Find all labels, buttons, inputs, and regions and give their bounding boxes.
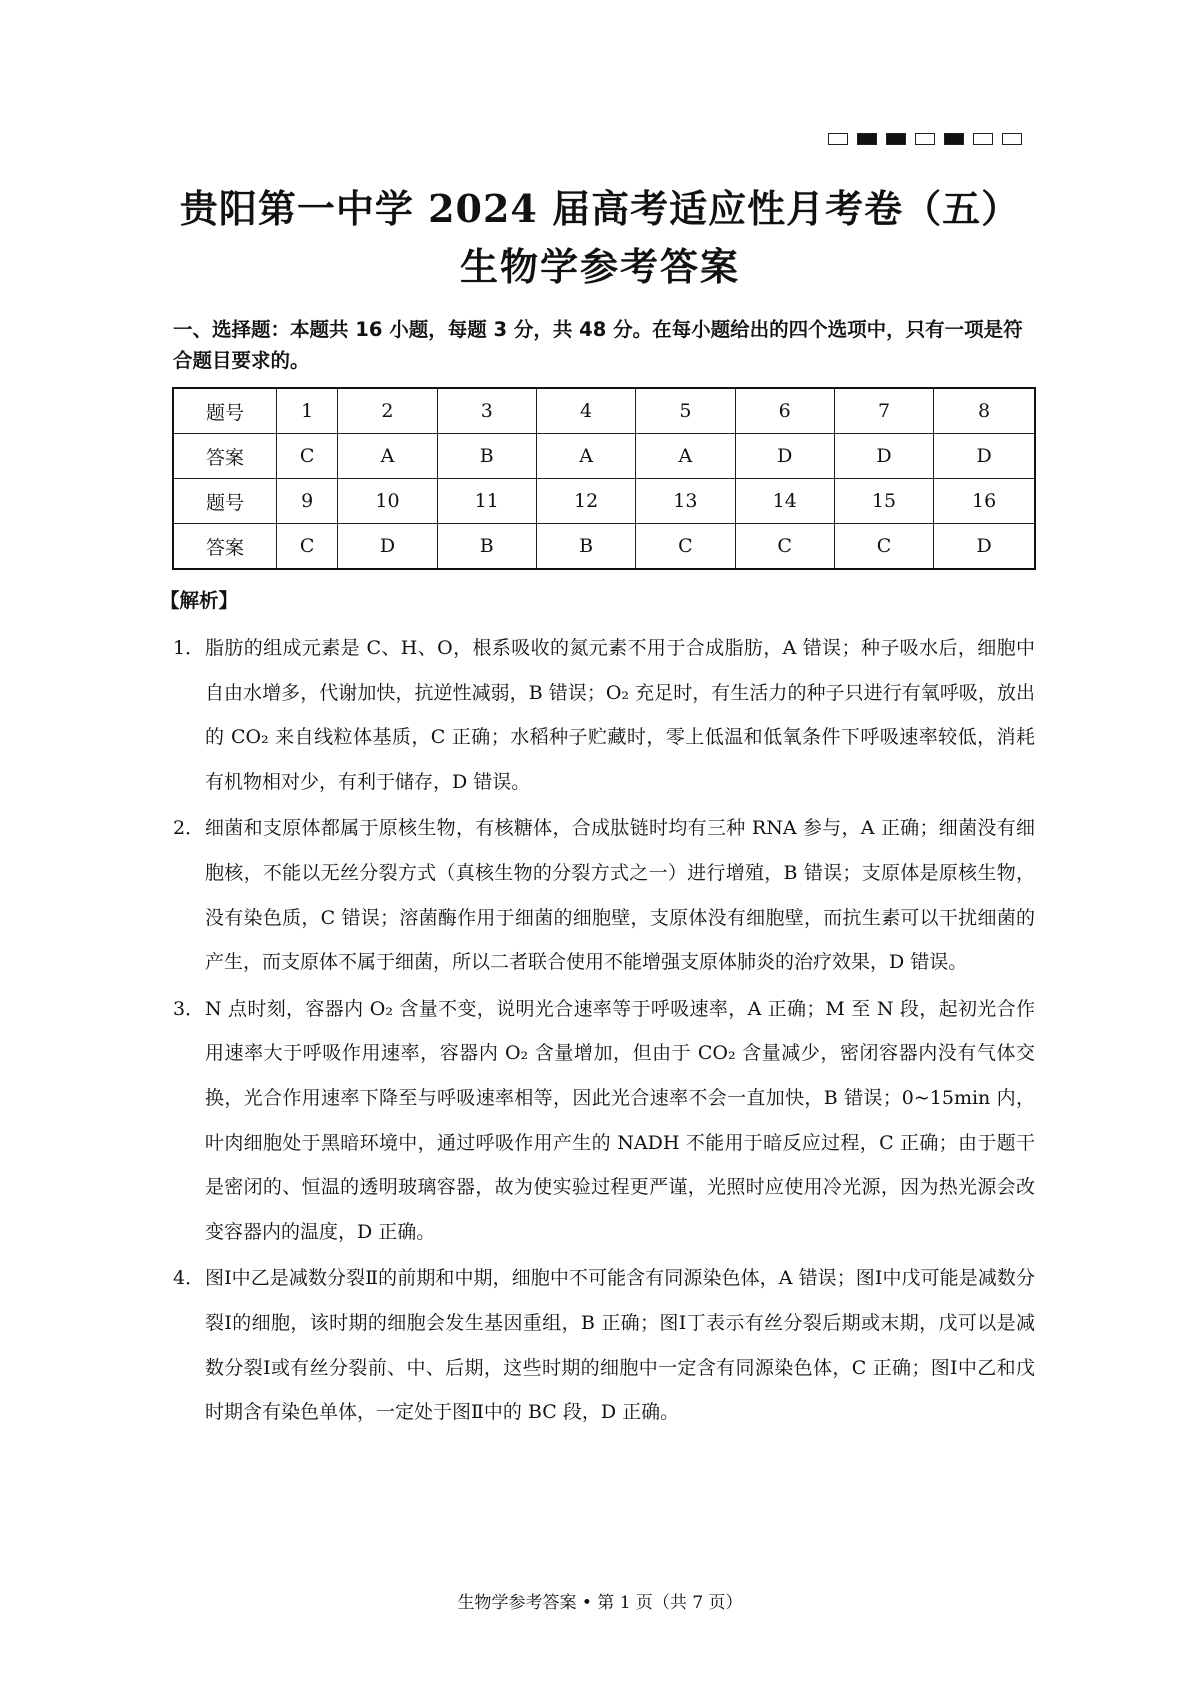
explanation-item <box>173 1256 1035 1434</box>
explanation-list <box>173 626 1035 1437</box>
answer-cell: C <box>277 434 338 479</box>
mark-square <box>828 133 848 145</box>
question-number-cell: 2 <box>338 388 437 434</box>
row-label-answer: 答案 <box>173 524 277 570</box>
table-row <box>173 524 1035 570</box>
answer-cell: A <box>536 434 635 479</box>
mark-square <box>973 133 993 145</box>
question-number-cell: 12 <box>536 479 635 524</box>
explanation-text: 脂肪的组成元素是 C、H、O，根系吸收的氮元素不用于合成脂肪，A 错误；种子吸水后，细胞中自由水增多，代谢加快，抗逆性减弱，B 错误；O₂ 充足时，有生活力的种子只进行有氧呼吸，放出的 CO₂ 来自线粒体基质，C 正确；水稻种子贮藏时，零上低温和低氧条件下呼吸速率较低，消耗有机物相对少，有利于储存，D 错误。 <box>205 637 1035 793</box>
explanation-number: 4． <box>173 1267 205 1290</box>
question-number-cell: 11 <box>437 479 536 524</box>
header-marks <box>828 133 1022 145</box>
answer-cell: D <box>934 434 1035 479</box>
question-number-cell: 13 <box>636 479 735 524</box>
section-heading: 一、选择题：本题共 16 小题，每题 3 分，共 48 分。在每小题给出的四个选项中，只有一项是符合题目要求的。 <box>173 318 1023 372</box>
question-number-cell: 7 <box>834 388 933 434</box>
explanation-text: 细菌和支原体都属于原核生物，有核糖体，合成肽链时均有三种 RNA 参与，A 正确；细菌没有细胞核，不能以无丝分裂方式（真核生物的分裂方式之一）进行增殖，B 错误；支原体是原核生物，没有染色质，C 错误；溶菌酶作用于细菌的细胞壁，支原体没有细胞壁，而抗生素可以干扰细菌的产生，而支原体不属于细菌，所以二者联合使用不能增强支原体肺炎的治疗效果，D 错误。 <box>205 817 1035 974</box>
row-label-question: 题号 <box>173 388 277 434</box>
explanation-number: 2． <box>173 817 205 840</box>
explanation-item <box>173 806 1035 984</box>
mark-square <box>1002 133 1022 145</box>
answer-cell: C <box>735 524 834 570</box>
question-number-cell: 5 <box>636 388 735 434</box>
row-label-answer: 答案 <box>173 434 277 479</box>
answer-cell: D <box>735 434 834 479</box>
answer-cell: A <box>636 434 735 479</box>
question-number-cell: 8 <box>934 388 1035 434</box>
mark-square <box>944 133 964 145</box>
question-number-cell: 6 <box>735 388 834 434</box>
answer-cell: B <box>437 524 536 570</box>
answer-cell: D <box>834 434 933 479</box>
answer-table <box>172 387 1036 570</box>
question-number-cell: 10 <box>338 479 437 524</box>
question-number-cell: 9 <box>277 479 338 524</box>
question-number-cell: 16 <box>934 479 1035 524</box>
page-subtitle: 生物学参考答案 <box>459 244 740 289</box>
answer-cell: B <box>536 524 635 570</box>
table-row <box>173 388 1035 434</box>
question-number-cell: 1 <box>277 388 338 434</box>
answer-cell: D <box>338 524 437 570</box>
table-row <box>173 479 1035 524</box>
row-label-question: 题号 <box>173 479 277 524</box>
page-footer: 生物学参考答案 • 第 1 页（共 7 页） <box>457 1593 743 1613</box>
explanation-text: N 点时刻，容器内 O₂ 含量不变，说明光合速率等于呼吸速率，A 正确；M 至 N 段，起初光合作用速率大于呼吸作用速率，容器内 O₂ 含量增加，但由于 CO₂ 含量减少，密闭容器内没有气体交换，光合作用速率下降至与呼吸速率相等，因此光合速率不会一直加快，B 错误；0~15min 内，叶肉细胞处于黑暗环境中，通过呼吸作用产生的 NADH 不能用于暗反应过程，C 正确；由于题干是密闭的、恒温的透明玻璃容器，故为使实验过程更严谨，光照时应使用冷光源，因为热光源会改变容器内的温度，D 正确。 <box>205 997 1035 1243</box>
explanation-item <box>173 626 1035 804</box>
page-title: 贵阳第一中学 2024 届高考适应性月考卷（五） <box>179 186 1021 231</box>
table-row <box>173 434 1035 479</box>
answer-cell: B <box>437 434 536 479</box>
explanation-item <box>173 987 1035 1255</box>
explanation-number: 1． <box>173 637 205 659</box>
question-number-cell: 4 <box>536 388 635 434</box>
question-number-cell: 3 <box>437 388 536 434</box>
explanation-number: 3． <box>173 997 205 1020</box>
mark-square <box>886 133 906 145</box>
explanation-text: 图Ⅰ中乙是减数分裂Ⅱ的前期和中期，细胞中不可能含有同源染色体，A 错误；图Ⅰ中戊可能是减数分裂Ⅰ的细胞，该时期的细胞会发生基因重组，B 正确；图Ⅰ丁表示有丝分裂后期或末期，戊可以是减数分裂Ⅰ或有丝分裂前、中、后期，这些时期的细胞中一定含有同源染色体，C 正确；图Ⅰ中乙和戊时期含有染色单体，一定处于图Ⅱ中的 BC 段，D 正确。 <box>205 1267 1035 1424</box>
answer-cell: C <box>636 524 735 570</box>
mark-square <box>857 133 877 145</box>
analysis-heading: 【解析】 <box>160 589 239 612</box>
answer-cell: C <box>277 524 338 570</box>
question-number-cell: 14 <box>735 479 834 524</box>
mark-square <box>915 133 935 145</box>
answer-cell: C <box>834 524 933 570</box>
answer-cell: A <box>338 434 437 479</box>
answer-cell: D <box>934 524 1035 570</box>
question-number-cell: 15 <box>834 479 933 524</box>
